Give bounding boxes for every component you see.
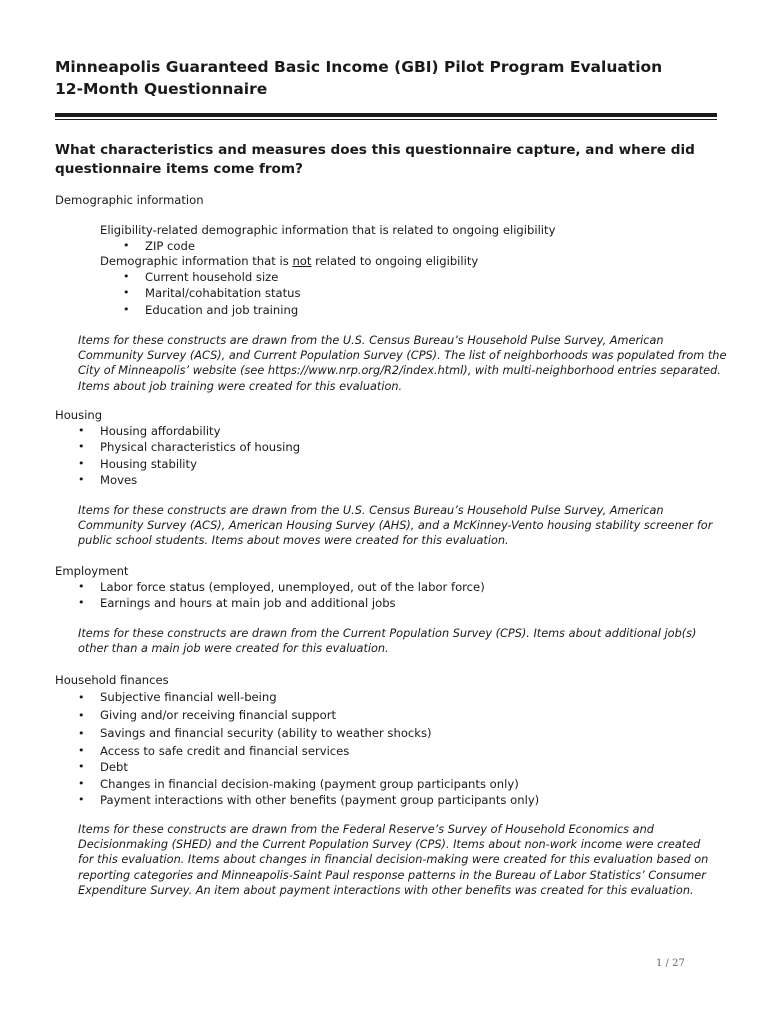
list-item: • Housing stability xyxy=(78,456,300,472)
employment-note: Items for these constructs are drawn from the Current Population Survey (CPS). Items about additional job(s) other than a main job were created for this evaluation. xyxy=(78,627,697,656)
not-related-prefix: Demographic information that is xyxy=(100,254,293,268)
list-item: • Moves xyxy=(78,472,300,488)
list-item: • Education and job training xyxy=(123,302,301,318)
title-line-2: 12-Month Questionnaire xyxy=(55,80,268,98)
title-rule-thick xyxy=(55,113,717,117)
finances-list-bottom xyxy=(78,743,539,808)
housing-heading: Housing xyxy=(55,408,103,422)
not-related-list xyxy=(123,269,301,318)
list-item: • ZIP code xyxy=(123,238,195,254)
list-item: • Savings and financial security (ability to weather shocks) xyxy=(78,725,432,743)
not-related-label xyxy=(100,253,478,269)
list-item: • Subjective financial well-being xyxy=(78,689,432,707)
not-related-emphasis: not xyxy=(292,254,312,268)
eligibility-list xyxy=(123,238,195,254)
list-item: • Housing affordability xyxy=(78,423,300,439)
list-item: • Payment interactions with other benefits (payment group participants only) xyxy=(78,792,539,808)
finances-note: Items for these constructs are drawn from the Federal Reserve’s Survey of Household Economics and Decisionmaking (SHED) and the Current Population Survey (CPS). Items about non-work income were created for this evaluation. Items about changes in financial decision-making were created for this evaluation based on reporting categories and Minneapolis-Saint Paul response patterns in the Bureau of Labor Statistics’ Consumer Expenditure Survey. An item about payment interactions with other benefits was created for this evaluation. xyxy=(78,823,709,897)
not-related-suffix: related to ongoing eligibility xyxy=(311,254,479,268)
list-item: • Marital/cohabitation status xyxy=(123,285,301,301)
section-question: What characteristics and measures does this questionnaire capture, and where did questionnaire items come from? xyxy=(55,142,695,177)
housing-note: Items for these constructs are drawn from the U.S. Census Bureau’s Household Pulse Survey, American Community Survey (ACS), American Housing Survey (AHS), and a McKinney-Vento housing stability screener for public school students. Items about moves were created for this evaluation. xyxy=(78,504,713,548)
title-rule-thin xyxy=(55,119,717,120)
list-item: • Physical characteristics of housing xyxy=(78,439,300,455)
title-line-1: Minneapolis Guaranteed Basic Income (GBI) Pilot Program Evaluation xyxy=(55,58,663,76)
employment-list xyxy=(78,579,485,612)
eligibility-related-label: Eligibility-related demographic information that is related to ongoing eligibility xyxy=(100,223,556,237)
list-item: • Debt xyxy=(78,759,539,775)
document-title xyxy=(55,56,715,100)
list-item: • Changes in financial decision-making (payment group participants only) xyxy=(78,776,539,792)
list-item: • Access to safe credit and financial services xyxy=(78,743,539,759)
finances-heading: Household finances xyxy=(55,673,169,687)
list-item: • Giving and/or receiving financial support xyxy=(78,707,432,725)
finances-list-top xyxy=(78,689,432,742)
list-item: • Labor force status (employed, unemployed, out of the labor force) xyxy=(78,579,485,595)
list-item: • Earnings and hours at main job and additional jobs xyxy=(78,595,485,611)
demographic-note: Items for these constructs are drawn from the U.S. Census Bureau’s Household Pulse Survey, American Community Survey (ACS), and Current Population Survey (CPS). The list of neighborhoods was populated from the City of Minneapolis’ website (see https://www.nrp.org/R2/index.html), with multi-neighborhood entries separated. Items about job training were created for this evaluation. xyxy=(78,334,727,393)
employment-heading: Employment xyxy=(55,564,129,578)
housing-list xyxy=(78,423,300,488)
list-item: • Current household size xyxy=(123,269,301,285)
page-number: 1 / 27 xyxy=(656,958,685,969)
demographic-heading: Demographic information xyxy=(55,193,204,207)
